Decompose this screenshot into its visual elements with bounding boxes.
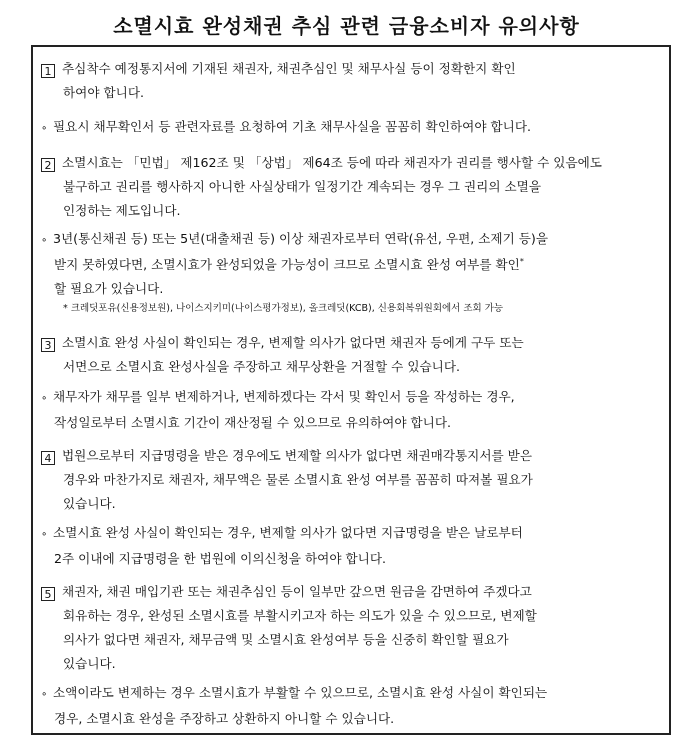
section-text: 경우와 마찬가지로 채권자, 채무액은 물론 소멸시효 완성 여부를 꼼꼼히 따져볼 필요가 xyxy=(63,472,533,487)
section-4 xyxy=(41,444,663,516)
bullet-text: 할 필요가 있습니다. xyxy=(54,281,164,296)
section-text: 추심착수 예정통지서에 기재된 채권자, 채권추심인 및 채무사실 등이 정확한지 확인 xyxy=(62,61,516,76)
section-number: 4 xyxy=(41,451,55,465)
section-2-bullet xyxy=(41,227,663,301)
footnote xyxy=(41,297,663,321)
section-text: 회유하는 경우, 완성된 소멸시효를 부활시키고자 하는 의도가 있을 수 있으므로, 변제할 xyxy=(63,608,537,623)
bullet-icon: ∘ xyxy=(41,529,48,540)
section-text: 법원으로부터 지급명령을 받은 경우에도 변제할 의사가 없다면 채권매각통지서를 받은 xyxy=(62,448,532,463)
section-number: 1 xyxy=(41,64,55,78)
section-5 xyxy=(41,580,663,676)
footnote-marker: * xyxy=(519,257,524,266)
section-text: 인정하는 제도입니다. xyxy=(63,203,181,218)
bullet-icon: ∘ xyxy=(41,393,48,404)
section-2 xyxy=(41,151,663,223)
section-3 xyxy=(41,331,663,379)
bullet-text: 2주 이내에 지급명령을 한 법원에 이의신청을 하여야 합니다. xyxy=(54,551,387,566)
section-text: 서면으로 소멸시효 완성사실을 주장하고 채무상환을 거절할 수 있습니다. xyxy=(63,359,460,374)
bullet-icon: ∘ xyxy=(41,689,48,700)
bullet-text: 경우, 소멸시효 완성을 주장하고 상환하지 아니할 수 있습니다. xyxy=(54,711,395,726)
section-4-bullet xyxy=(41,521,663,571)
bullet-text: 작성일로부터 소멸시효 기간이 재산정될 수 있으므로 유의하여야 합니다. xyxy=(54,415,451,430)
section-text: 소멸시효는 「민법」 제162조 및 「상법」 제64조 등에 따라 채권자가 권리를 행사할 수 있음에도 xyxy=(62,155,602,170)
section-text: 불구하고 권리를 행사하지 아니한 사실상태가 일정기간 계속되는 경우 그 권리의 소멸을 xyxy=(63,179,541,194)
section-3-bullet xyxy=(41,385,663,435)
section-number: 2 xyxy=(41,158,55,172)
bullet-text: 3년(통신채권 등) 또는 5년(대출채권 등) 이상 채권자로부터 연락(유선, 우편, 소제기 등)을 xyxy=(53,231,549,246)
footnote-text: * 크레딧포유(신용정보원), 나이스지키미(나이스평가정보), 올크레딧(KCB), 신용회복위원회에서 조회 가능 xyxy=(63,303,504,314)
bullet-text: 필요시 채무확인서 등 관련자료를 요청하여 기초 채무사실을 꼼꼼히 확인하여야 합니다. xyxy=(53,119,531,134)
bullet-text: 소액이라도 변제하는 경우 소멸시효가 부활할 수 있으므로, 소멸시효 완성 사실이 확인되는 xyxy=(53,685,548,700)
bullet-text: 소멸시효 완성 사실이 확인되는 경우, 변제할 의사가 없다면 지급명령을 받은 날로부터 xyxy=(53,525,523,540)
section-1-bullet xyxy=(41,115,663,141)
bullet-text: 채무자가 채무를 일부 변제하거나, 변제하겠다는 각서 및 확인서 등을 작성하는 경우, xyxy=(53,389,515,404)
section-text: 채권자, 채권 매입기관 또는 채권추심인 등이 일부만 갚으면 원금을 감면하여 주겠다고 xyxy=(62,584,532,599)
section-1 xyxy=(41,57,663,105)
section-number: 3 xyxy=(41,338,55,352)
section-5-bullet xyxy=(41,681,663,731)
notice-box xyxy=(31,45,671,735)
bullet-text: 받지 못하였다면, 소멸시효가 완성되었을 가능성이 크므로 소멸시효 완성 여부를 확인 xyxy=(54,257,520,272)
section-text: 있습니다. xyxy=(63,496,116,511)
section-text: 있습니다. xyxy=(63,656,116,671)
section-number: 5 xyxy=(41,587,55,601)
bullet-icon: ∘ xyxy=(41,123,48,134)
section-text: 하여야 합니다. xyxy=(63,85,144,100)
page-title: 소멸시효 완성채권 추심 관련 금융소비자 유의사항 xyxy=(113,14,580,38)
bullet-icon: ∘ xyxy=(41,235,48,246)
section-text: 소멸시효 완성 사실이 확인되는 경우, 변제할 의사가 없다면 채권자 등에게 구두 또는 xyxy=(62,335,524,350)
section-text: 의사가 없다면 채권자, 채무금액 및 소멸시효 완성여부 등을 신중히 확인할 필요가 xyxy=(63,632,509,647)
